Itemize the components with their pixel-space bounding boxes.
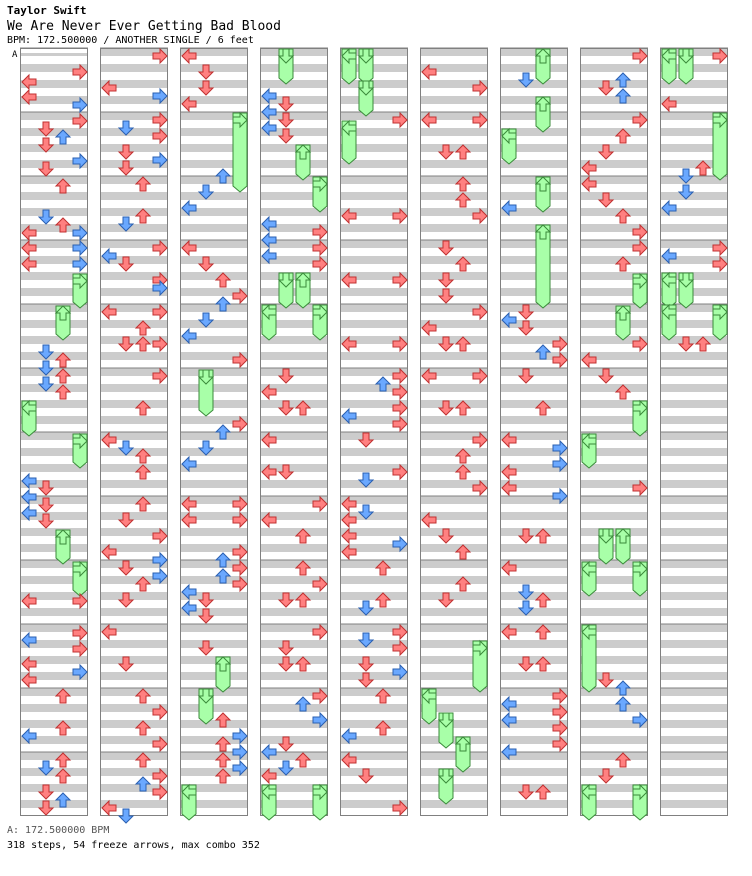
beat-stripe: [260, 48, 328, 56]
beat-stripe: [660, 624, 728, 632]
beat-stripe: [100, 640, 168, 648]
beat-stripe: [660, 656, 728, 664]
beat-stripe: [100, 464, 168, 472]
beat-stripe: [660, 416, 728, 424]
beat-stripe: [660, 432, 728, 440]
beat-stripe: [660, 400, 728, 408]
beat-stripe: [260, 160, 328, 168]
beat-stripe: [260, 672, 328, 680]
beat-stripe: [20, 544, 88, 552]
beat-stripe: [500, 64, 568, 72]
beat-stripe: [420, 128, 488, 136]
beat-stripe: [260, 144, 328, 152]
beat-stripe: [420, 624, 488, 632]
beat-stripe: [100, 352, 168, 360]
beat-stripe: [420, 96, 488, 104]
beat-stripe: [420, 496, 488, 504]
beat-stripe: [420, 608, 488, 616]
beat-stripe: [20, 768, 88, 776]
beat-stripe: [420, 768, 488, 776]
beat-stripe: [260, 416, 328, 424]
beat-stripe: [20, 752, 88, 760]
beat-stripe: [660, 640, 728, 648]
beat-stripe: [660, 768, 728, 776]
beat-stripe: [500, 576, 568, 584]
beat-stripe: [580, 768, 648, 776]
beat-stripe: [180, 672, 248, 680]
beat-stripe: [580, 704, 648, 712]
beat-stripe: [20, 144, 88, 152]
beat-stripe: [20, 176, 88, 184]
beat-stripe: [260, 480, 328, 488]
beat-stripe: [340, 224, 408, 232]
beat-stripe: [580, 320, 648, 328]
beat-stripe: [420, 544, 488, 552]
beat-stripe: [660, 560, 728, 568]
beat-stripe: [580, 96, 648, 104]
beat-stripe: [580, 608, 648, 616]
beat-stripe: [340, 96, 408, 104]
beat-stripe: [500, 672, 568, 680]
beat-stripe: [180, 640, 248, 648]
beat-stripe: [100, 384, 168, 392]
beat-stripe: [180, 80, 248, 88]
beat-stripe: [260, 64, 328, 72]
beat-stripe: [420, 288, 488, 296]
beat-stripe: [500, 640, 568, 648]
beat-stripe: [20, 384, 88, 392]
beat-stripe: [100, 400, 168, 408]
beat-stripe: [340, 656, 408, 664]
beat-stripe: [260, 272, 328, 280]
beat-stripe: [660, 544, 728, 552]
beat-stripe: [660, 464, 728, 472]
beat-stripe: [340, 256, 408, 264]
beat-stripe: [100, 416, 168, 424]
beat-stripe: [500, 80, 568, 88]
beat-stripe: [580, 384, 648, 392]
beat-stripe: [660, 752, 728, 760]
beat-stripe: [660, 192, 728, 200]
beat-stripe: [340, 320, 408, 328]
beat-stripe: [420, 384, 488, 392]
beat-stripe: [260, 368, 328, 376]
beat-stripe: [580, 512, 648, 520]
beat-stripe: [180, 432, 248, 440]
beat-stripe: [260, 656, 328, 664]
song-title: We Are Never Ever Getting Bad Blood: [7, 19, 281, 34]
beat-stripe: [580, 192, 648, 200]
beat-stripe: [340, 480, 408, 488]
beat-stripe: [20, 800, 88, 808]
beat-stripe: [500, 176, 568, 184]
beat-stripe: [180, 720, 248, 728]
beat-stripe: [500, 608, 568, 616]
beat-stripe: [500, 192, 568, 200]
beat-stripe: [660, 608, 728, 616]
beat-stripe: [420, 464, 488, 472]
beat-stripe: [500, 112, 568, 120]
beat-stripe: [420, 160, 488, 168]
beat-stripe: [100, 64, 168, 72]
beat-stripe: [100, 592, 168, 600]
beat-stripe: [100, 512, 168, 520]
beat-stripe: [180, 320, 248, 328]
beat-stripe: [660, 496, 728, 504]
beat-stripe: [20, 336, 88, 344]
beat-stripe: [340, 288, 408, 296]
down-arrow-icon: [119, 809, 133, 823]
beat-stripe: [260, 80, 328, 88]
beat-stripe: [580, 80, 648, 88]
beat-stripe: [420, 592, 488, 600]
beat-stripe: [420, 224, 488, 232]
beat-stripe: [260, 640, 328, 648]
beat-stripe: [420, 192, 488, 200]
beat-stripe: [500, 784, 568, 792]
beat-stripe: [660, 720, 728, 728]
beat-stripe: [260, 544, 328, 552]
beat-stripe: [500, 240, 568, 248]
beat-stripe: [500, 288, 568, 296]
beat-stripe: [660, 512, 728, 520]
beat-stripe: [500, 96, 568, 104]
beat-stripe: [420, 144, 488, 152]
bpm-marker: A: [12, 50, 18, 60]
beat-stripe: [500, 272, 568, 280]
beat-stripe: [500, 400, 568, 408]
beat-stripe: [500, 768, 568, 776]
beat-stripe: [180, 704, 248, 712]
beat-stripe: [180, 272, 248, 280]
beat-stripe: [20, 208, 88, 216]
beat-stripe: [420, 48, 488, 56]
beat-stripe: [340, 688, 408, 696]
beat-stripe: [180, 304, 248, 312]
beat-stripe: [580, 64, 648, 72]
stats-footer: 318 steps, 54 freeze arrows, max combo 352: [7, 840, 260, 851]
beat-stripe: [420, 416, 488, 424]
beat-stripe: [420, 448, 488, 456]
beat-stripe: [500, 528, 568, 536]
beat-stripe: [420, 400, 488, 408]
beat-stripe: [260, 736, 328, 744]
beat-stripe: [180, 400, 248, 408]
beat-stripe: [500, 224, 568, 232]
beat-stripe: [260, 592, 328, 600]
beat-stripe: [580, 256, 648, 264]
beat-stripe: [260, 288, 328, 296]
beat-stripe: [340, 784, 408, 792]
beat-stripe: [260, 352, 328, 360]
beat-stripe: [500, 800, 568, 808]
beat-stripe: [340, 176, 408, 184]
beat-stripe: [340, 592, 408, 600]
beat-stripe: [100, 656, 168, 664]
beat-stripe: [180, 448, 248, 456]
beat-stripe: [420, 800, 488, 808]
beat-stripe: [660, 352, 728, 360]
beat-stripe: [660, 576, 728, 584]
beat-stripe: [20, 128, 88, 136]
beat-stripe: [180, 528, 248, 536]
beat-stripe: [420, 736, 488, 744]
beat-stripe: [420, 272, 488, 280]
beat-stripe: [340, 192, 408, 200]
beat-stripe: [660, 672, 728, 680]
beat-stripe: [100, 608, 168, 616]
beat-stripe: [100, 192, 168, 200]
beat-stripe: [20, 608, 88, 616]
beat-stripe: [260, 560, 328, 568]
beat-stripe: [420, 528, 488, 536]
beat-stripe: [500, 304, 568, 312]
beat-stripe: [260, 528, 328, 536]
beat-stripe: [100, 672, 168, 680]
artist-name: Taylor Swift: [7, 4, 87, 17]
beat-stripe: [500, 544, 568, 552]
beat-stripe: [580, 528, 648, 536]
beat-stripe: [340, 720, 408, 728]
beat-stripe: [660, 592, 728, 600]
beat-stripe: [100, 320, 168, 328]
beat-stripe: [660, 784, 728, 792]
beat-stripe: [500, 656, 568, 664]
beat-stripe: [660, 688, 728, 696]
beat-stripe: [100, 176, 168, 184]
chart-info: BPM: 172.500000 / ANOTHER SINGLE / 6 feet: [7, 35, 254, 46]
beat-stripe: [340, 352, 408, 360]
beat-stripe: [500, 384, 568, 392]
beat-stripe: [580, 752, 648, 760]
beat-stripe: [580, 496, 648, 504]
beat-stripe: [500, 256, 568, 264]
beat-stripe: [500, 416, 568, 424]
beat-stripe: [180, 624, 248, 632]
beat-stripe: [500, 48, 568, 56]
beat-stripe: [340, 432, 408, 440]
beat-stripe: [20, 784, 88, 792]
beat-stripe: [340, 576, 408, 584]
beat-stripe: [660, 528, 728, 536]
beat-stripe: [180, 256, 248, 264]
beat-stripe: [20, 368, 88, 376]
beat-stripe: [20, 192, 88, 200]
beat-stripe: [660, 448, 728, 456]
beat-stripe: [660, 704, 728, 712]
beat-stripe: [340, 304, 408, 312]
beat-stripe: [420, 336, 488, 344]
beat-stripe: [180, 192, 248, 200]
beat-stripe: [340, 560, 408, 568]
beat-stripe: [660, 480, 728, 488]
beat-stripe: [180, 368, 248, 376]
beat-stripe: [500, 592, 568, 600]
beat-stripe: [580, 128, 648, 136]
beat-stripe: [260, 448, 328, 456]
beat-stripe: [100, 480, 168, 488]
beat-stripe: [180, 384, 248, 392]
beat-stripe: [500, 512, 568, 520]
beat-stripe: [660, 736, 728, 744]
beat-stripe: [100, 224, 168, 232]
beat-stripe: [20, 352, 88, 360]
beat-stripe: [420, 576, 488, 584]
beat-stripe: [20, 320, 88, 328]
beat-stripe: [660, 224, 728, 232]
beat-stripe: [260, 704, 328, 712]
beat-stripe: [180, 224, 248, 232]
beat-stripe: [100, 144, 168, 152]
beat-stripe: [100, 720, 168, 728]
beat-stripe: [20, 528, 88, 536]
beat-stripe: [580, 208, 648, 216]
beat-stripe: [180, 688, 248, 696]
beat-stripe: [420, 784, 488, 792]
beat-stripe: [100, 752, 168, 760]
beat-stripe: [420, 560, 488, 568]
start-gap: [21, 49, 87, 53]
beat-stripe: [580, 144, 648, 152]
beat-stripe: [420, 352, 488, 360]
bpm-footer: A: 172.500000 BPM: [7, 825, 110, 836]
beat-stripe: [260, 608, 328, 616]
beat-stripe: [100, 208, 168, 216]
beat-stripe: [100, 496, 168, 504]
beat-stripe: [100, 688, 168, 696]
beat-stripe: [180, 480, 248, 488]
beat-stripe: [580, 368, 648, 376]
beat-stripe: [500, 368, 568, 376]
beat-stripe: [20, 704, 88, 712]
beat-stripe: [260, 400, 328, 408]
beat-stripe: [20, 688, 88, 696]
beat-stripe: [340, 768, 408, 776]
beat-stripe: [340, 608, 408, 616]
beat-stripe: [340, 240, 408, 248]
beat-stripe: [420, 752, 488, 760]
beat-stripe: [100, 448, 168, 456]
beat-stripe: [340, 704, 408, 712]
beat-stripe: [660, 800, 728, 808]
beat-stripe: [340, 448, 408, 456]
beat-stripe: [20, 720, 88, 728]
beat-stripe: [180, 64, 248, 72]
beat-stripe: [180, 656, 248, 664]
beat-stripe: [660, 384, 728, 392]
beat-stripe: [660, 368, 728, 376]
beat-stripe: [580, 544, 648, 552]
beat-stripe: [420, 256, 488, 264]
beat-stripe: [580, 736, 648, 744]
beat-stripe: [420, 240, 488, 248]
beat-stripe: [420, 176, 488, 184]
